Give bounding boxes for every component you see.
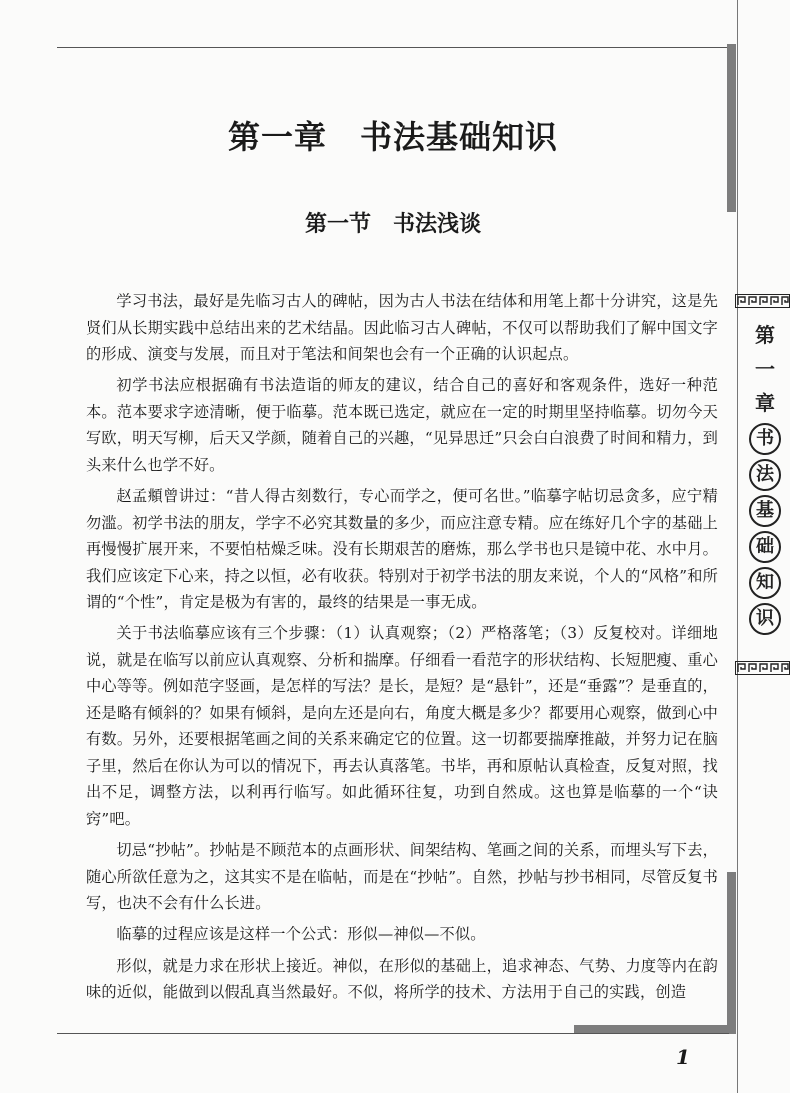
margin-bar-lower <box>727 872 736 1034</box>
title-tab-char: 知 <box>749 567 781 599</box>
margin-rule <box>737 0 738 1093</box>
section-title: 第一节 书法浅谈 <box>304 212 481 237</box>
chapter-tab-char: 章 <box>755 391 775 415</box>
title-tab-char: 基 <box>749 495 781 527</box>
paragraph: 学习书法，最好是先临习古人的碑帖，因为古人书法在结体和用笔上都十分讲究，这是先贤们从长期实践中总结出来的艺术结晶。因此临习古人碑帖，不仅可以帮助我们了解中国文字的形成、演变与发展，而且对于笔法和间架也会有一个正确的认识起点。 <box>86 292 718 363</box>
chapter-title-tab <box>745 421 785 637</box>
body-text <box>86 288 718 1006</box>
paragraph: 赵孟頫曾讲过：“昔人得古刻数行，专心而学之，便可名世。”临摹字帖切忌贪多，应宁精勿滥。初学书法的朋友，学字不必究其数量的多少，而应注意专精。应在练好几个字的基础上再慢慢扩展开来，不要怕枯燥乏味。没有长期艰苦的磨炼，那么学书也只是镜中花、水中月。我们应该定下心来，持之以恒，必有收获。特别对于初学书法的朋友来说，个人的“风格”和所谓的“个性”，肯定是极为有害的，最终的结果是一事无成。 <box>86 487 718 612</box>
title-tab-char: 识 <box>749 603 781 635</box>
paragraph: 初学书法应根据确有书法造诣的师友的建议，结合自己的喜好和客观条件，选好一种范本。范本要求字迹清晰，便于临摹。范本既已选定，就应在一定的时期里坚持临摹。切勿今天写欧，明天写柳，后天又学颜，随着自己的兴趣，“见异思迁”只会白白浪费了时间和精力，到头来什么也学不好。 <box>86 376 718 474</box>
paragraph: 形似，就是力求在形状上接近。神似，在形似的基础上，追求神态、气势、力度等内在韵味的近似，能做到以假乱真当然最好。不似，将所学的技术、方法用于自己的实践，创造 <box>86 956 718 1002</box>
chapter-tab-char: 第 <box>755 323 775 347</box>
title-tab-char: 法 <box>749 459 781 491</box>
page-number: 1 <box>676 1045 690 1069</box>
greek-key-ornament-top <box>735 294 790 308</box>
paragraph: 切忌“抄帖”。抄帖是不顾范本的点画形状、间架结构、笔画之间的关系，而埋头写下去，随心所欲任意为之，这其实不是在临帖，而是在“抄帖”。自然，抄帖与抄书相同，尽管反复书写，也决不会有什么长进。 <box>86 841 718 913</box>
greek-key-ornament-bottom <box>735 661 790 675</box>
chapter-title: 第一章 书法基础知识 <box>227 118 558 156</box>
footer-rule <box>57 1033 729 1034</box>
chapter-tab-char: 一 <box>755 357 775 381</box>
paragraph: 关于书法临摹应该有三个步骤：（1）认真观察；（2）严格落笔；（3）反复校对。详细地说，就是在临写以前应认真观察、分析和揣摩。仔细看一看范字的形状结构、长短肥瘦、重心中心等等。例如范字竖画，是怎样的写法？是长，是短？是“悬针”，还是“垂露”？是垂直的，还是略有倾斜的？如果有倾斜，是向左还是向右，角度大概是多少？都要用心观察，做到心中有数。另外，还要根据笔画之间的关系来确定它的位置。这一切都要揣摩推敲，并努力记在脑子里，然后在你认为可以的情况下，再去认真落笔。书毕，再和原帖认真检查，反复对照，找出不足，调整方法，以利再行临写。如此循环往复，功到自然成。这也算是临摹的一个“诀窍”吧。 <box>86 624 718 828</box>
title-tab-char: 础 <box>749 531 781 563</box>
chapter-tab <box>745 318 785 420</box>
header-rule <box>57 47 729 48</box>
title-tab-char: 书 <box>749 423 781 455</box>
paragraph: 临摹的过程应该是这样一个公式：形似—神似—不似。 <box>116 925 486 944</box>
